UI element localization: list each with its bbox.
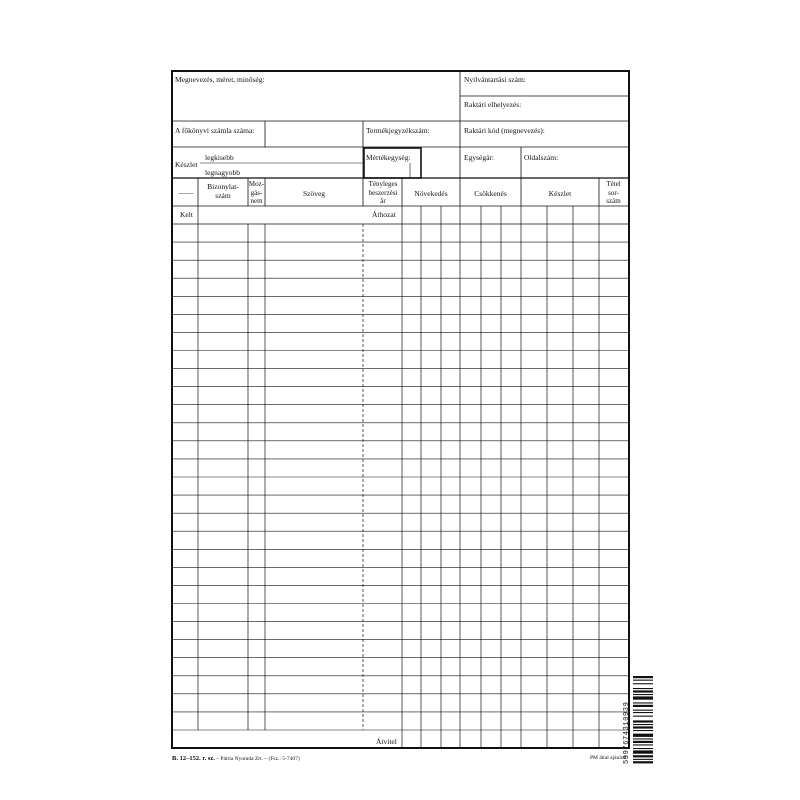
footer-form-code: B. 12–152. r. sz. <box>172 755 215 762</box>
barcode-bar <box>633 694 653 695</box>
barcode-bar <box>633 761 653 763</box>
column-header-szoveg: Szöveg <box>302 189 326 198</box>
barcode-bar <box>633 755 653 757</box>
barcode-bar <box>633 759 653 760</box>
column-header-csokkenes: Csökkenés <box>474 189 507 198</box>
field-label-raktari-elhelyezes: Raktári elhelyezés: <box>464 100 522 109</box>
barcode-bar <box>633 730 653 731</box>
row-label-athozat: Áthozat <box>372 210 396 219</box>
field-label-fokonyvi-szamla: A főkönyvi számla száma: <box>175 126 255 135</box>
footer-form-code-line <box>172 754 300 764</box>
barcode-bar <box>633 724 653 725</box>
barcode-bar <box>633 720 653 722</box>
field-label-legnagyobb: legnagyobb <box>205 168 240 177</box>
barcode-bar <box>633 696 653 699</box>
barcode-bar <box>633 690 653 692</box>
field-label-keszlet: Készlet <box>175 160 198 169</box>
column-header-mozgasnem: Moz- gás- nem <box>248 180 265 205</box>
barcode-bar <box>633 748 653 749</box>
row-label-kelt: Kelt <box>180 210 193 219</box>
column-header-keszlet: Készlet <box>548 189 572 198</box>
barcode-bar <box>633 750 653 753</box>
barcode-digits: 5997674310939 <box>623 701 631 764</box>
form-outer-border <box>172 71 629 748</box>
footer-publisher: – Pátria Nyomda Zrt. – (Fsz.: 5-7407) <box>214 756 300 762</box>
footer-approval: PM által ajánlott <box>590 755 627 761</box>
field-label-oldalszam: Oldalszám: <box>524 153 559 162</box>
column-header-tetel-sorszam: Tétel sor- szám <box>606 180 621 205</box>
column-header-bizonylatszam: Bizonylat- szám <box>207 182 239 200</box>
barcode-bar <box>633 738 653 739</box>
barcode-bar <box>633 734 653 737</box>
barcode-bar <box>633 716 653 717</box>
field-label-nyilvantartasi-szam: Nyilvántartási szám: <box>464 75 526 84</box>
barcode-bar <box>633 726 653 728</box>
barcode-image <box>633 676 653 766</box>
field-label-legkisebb: legkisebb <box>205 153 234 162</box>
column-header-tenyleges-beszerzesi-ar: Tényleges beszerzési år <box>368 180 398 205</box>
barcode-bar <box>633 705 653 707</box>
barcode-bar <box>633 702 653 703</box>
barcode-bar <box>633 744 653 745</box>
field-label-termekjegyzekszam: Termékjegyzékszám: <box>366 126 430 135</box>
barcode-bar <box>633 676 653 678</box>
field-label-mertekegyseg: Mértékegység: <box>366 153 411 162</box>
barcode-bar <box>633 712 653 713</box>
barcode-bar <box>633 688 653 689</box>
column-header-blank: ____ <box>178 186 194 195</box>
row-label-atvitel: Átvitel <box>376 737 397 746</box>
barcode-bar <box>633 710 653 711</box>
barcode-bar <box>633 680 653 681</box>
field-label-raktari-kod: Raktári kód (megnevezés): <box>464 126 545 135</box>
field-label-megnevezes: Megnevezés, méret, minőség: <box>175 75 265 84</box>
barcode-bar <box>633 741 653 743</box>
barcode-bar <box>633 683 653 684</box>
field-label-egysegar: Egységár: <box>464 153 494 162</box>
column-header-novekedes: Növekedés <box>414 189 448 198</box>
